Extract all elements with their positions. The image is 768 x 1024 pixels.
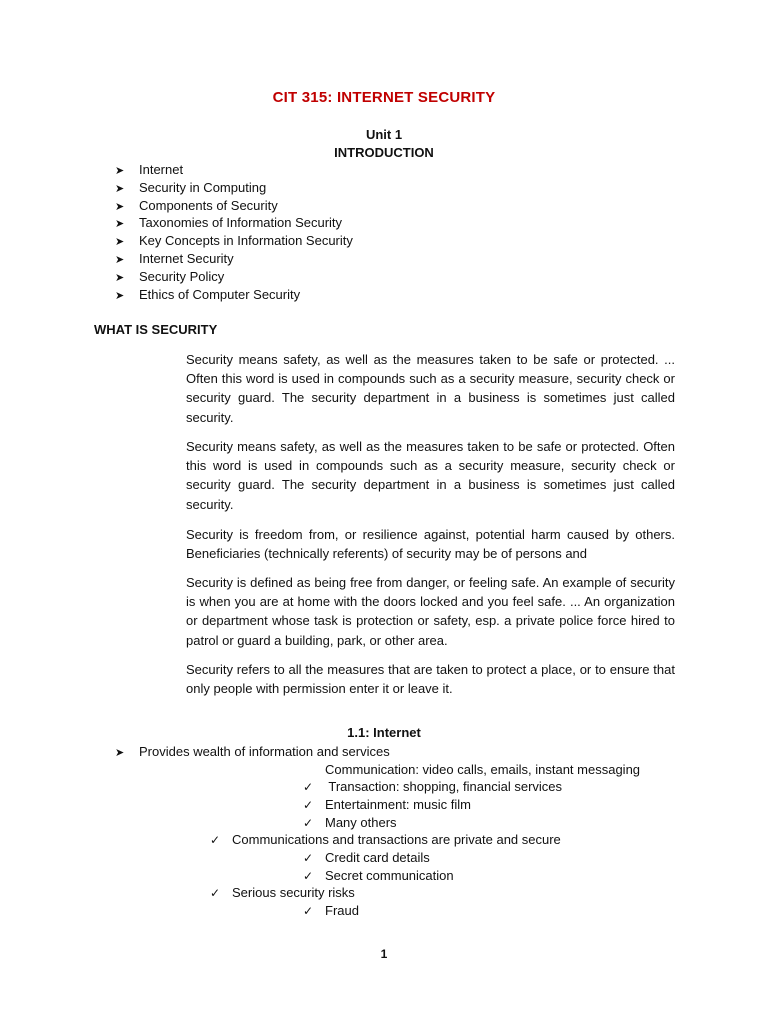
check-bullet-icon: ✓: [303, 869, 314, 883]
paragraph: Security is freedom from, or resilience against, potential harm caused by others. Beneficiaries (technically referents) of security may be of persons and: [186, 527, 675, 562]
arrow-bullet-icon: ➤: [115, 289, 125, 302]
arrow-bullet-icon: ➤: [115, 218, 125, 231]
toc-item-label: Components of Security: [139, 197, 278, 213]
list-item: [303, 814, 397, 832]
check-bullet-icon: ✓: [303, 816, 314, 830]
document-title: CIT 315: INTERNET SECURITY: [272, 89, 496, 106]
toc-item-label: Key Concepts in Information Security: [139, 233, 353, 249]
unit-label: Unit 1: [365, 127, 403, 142]
toc-item: [115, 268, 353, 286]
toc-item-label: Ethics of Computer Security: [139, 286, 301, 302]
toc-item-label: Internet Security: [139, 250, 234, 266]
list-item-label: Transaction: shopping, financial services: [325, 779, 563, 794]
check-bullet-icon: ✓: [210, 833, 221, 847]
toc-item: [115, 232, 353, 250]
toc-item: [115, 214, 353, 232]
list-item-label: Many others: [325, 815, 397, 830]
check-bullet-icon: ✓: [210, 886, 221, 900]
toc-item-label: Security in Computing: [139, 179, 267, 195]
list-item: [210, 831, 561, 849]
list-item: [115, 743, 390, 761]
toc-item-label: Internet: [139, 162, 184, 177]
subsection-heading: 1.1: Internet: [347, 725, 421, 740]
list-item-label: Fraud: [325, 903, 359, 918]
section-heading: WHAT IS SECURITY: [94, 322, 218, 337]
list-item: [303, 849, 430, 867]
check-bullet-icon: ✓: [303, 851, 314, 865]
toc-item: [115, 179, 353, 197]
list-item: [303, 796, 471, 814]
arrow-bullet-icon: ➤: [115, 271, 125, 284]
arrow-bullet-icon: ➤: [115, 182, 125, 195]
list-item-label: Credit card details: [325, 850, 430, 865]
toc-item-label: Taxonomies of Information Security: [139, 215, 343, 231]
toc-item: [115, 161, 353, 179]
paragraph: Security is defined as being free from danger, or feeling safe. An example of security is when you are at home with the doors locked and you feel safe. ... An organization or department whose task is protection or safety, esp. a private police force hired to patrol or guard a building, park, or other area.: [186, 575, 675, 648]
toc-item: [115, 250, 353, 268]
arrow-bullet-icon: ➤: [115, 200, 125, 213]
list-item-label: Secret communication: [325, 868, 454, 883]
paragraph: Security refers to all the measures that are taken to protect a place, or to ensure that only people with permission enter it or leave it.: [186, 662, 675, 697]
list-item: [303, 902, 359, 920]
paragraph: Security means safety, as well as the measures taken to be safe or protected. Often this word is used in compounds such as a security measure, security check or security guard. The security department in a business is sometimes just called security.: [186, 439, 675, 512]
page-number: 1: [380, 947, 388, 961]
toc-item-label: Security Policy: [139, 268, 225, 284]
list-item-label: Serious security risks: [232, 885, 355, 900]
list-item: [325, 761, 640, 779]
toc-item: [115, 197, 353, 215]
list-item: [303, 867, 454, 885]
arrow-bullet-icon: ➤: [115, 747, 125, 759]
list-item-label: Communication: video calls, emails, instant messaging: [325, 762, 641, 777]
check-bullet-icon: ✓: [303, 798, 314, 812]
arrow-bullet-icon: ➤: [115, 253, 125, 266]
toc-item: [115, 286, 353, 304]
check-bullet-icon: ✓: [303, 904, 314, 918]
table-of-contents: [115, 161, 353, 303]
list-item: [210, 884, 355, 902]
check-bullet-icon: ✓: [303, 780, 314, 794]
paragraph: Security means safety, as well as the measures taken to be safe or protected. ... Often this word is used in compounds such as a security measure, security check or security guard. The security department in a business is sometimes just called security.: [186, 352, 675, 425]
list-item: [303, 778, 562, 796]
unit-title: INTRODUCTION: [334, 145, 434, 160]
list-item-label: Provides wealth of information and services: [139, 744, 390, 759]
list-item-label: Entertainment: music film: [325, 797, 471, 812]
list-item-label: Communications and transactions are private and secure: [232, 832, 561, 847]
arrow-bullet-icon: ➤: [115, 165, 125, 177]
arrow-bullet-icon: ➤: [115, 236, 125, 249]
